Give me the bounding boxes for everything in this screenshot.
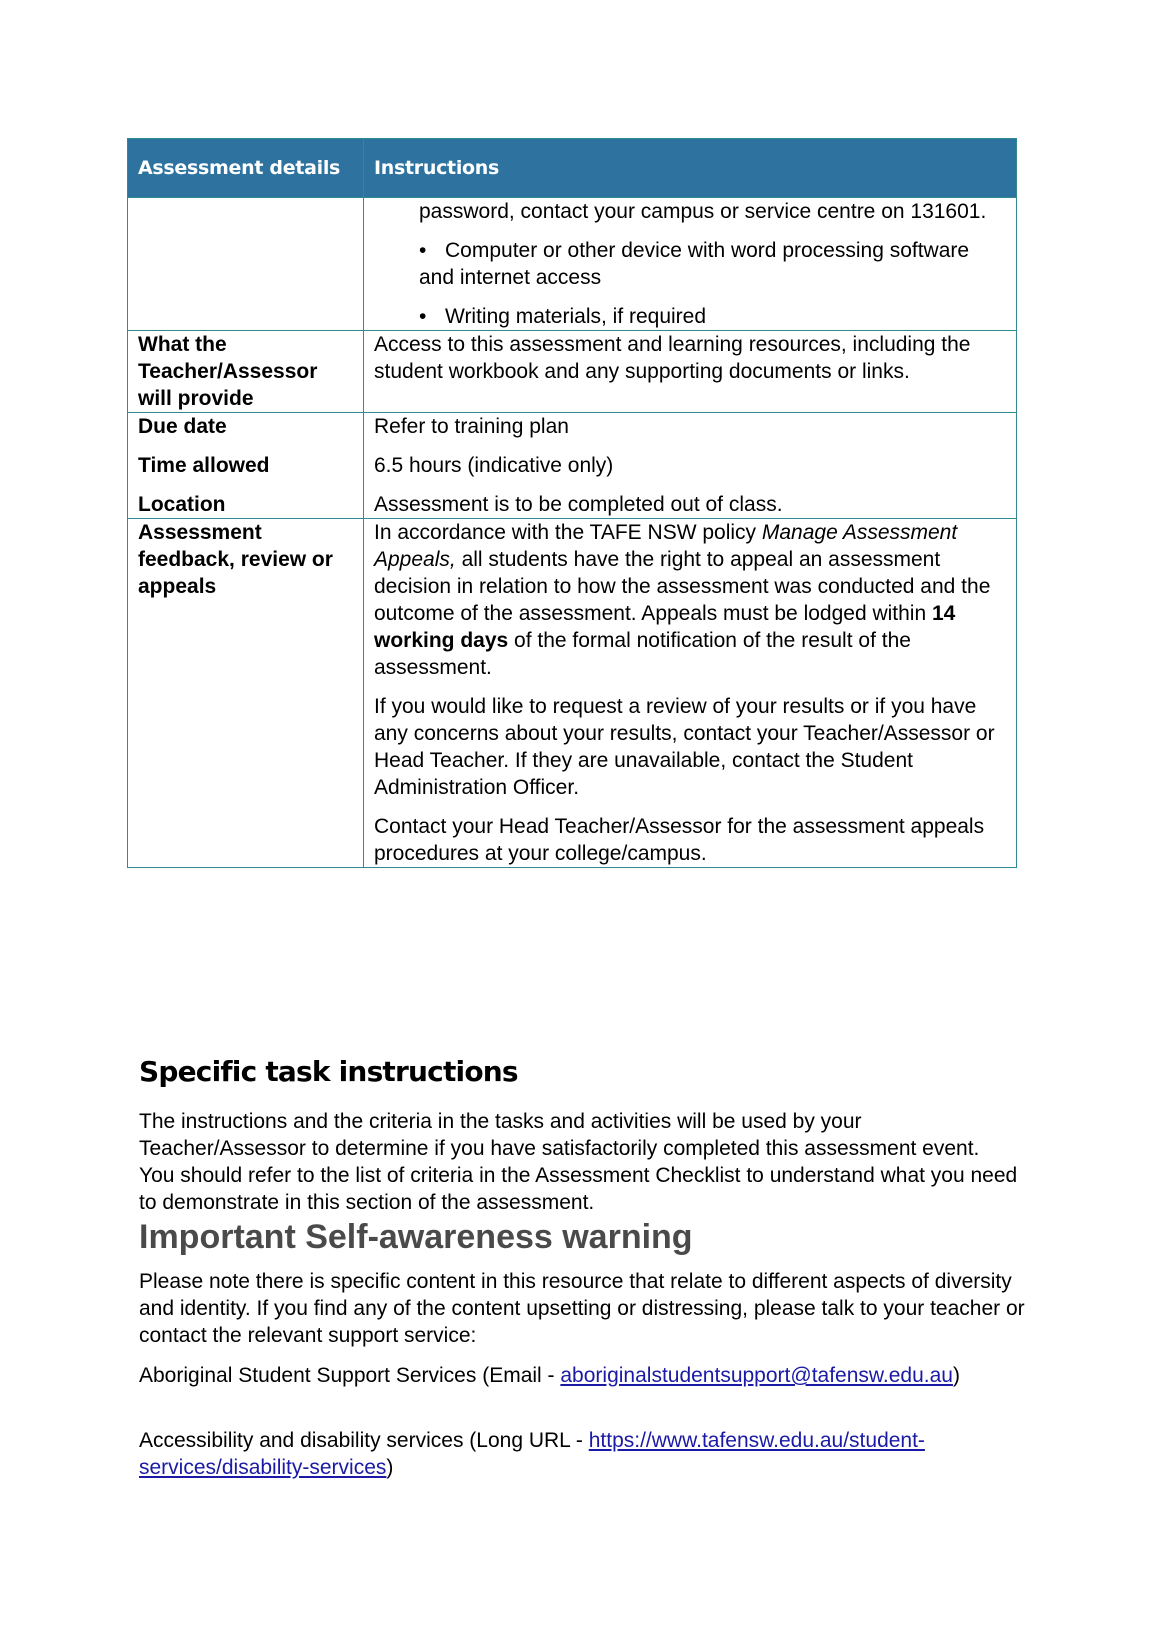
table-row-resources-continued — [128, 198, 1017, 331]
bullet-text: Writing materials, if required — [445, 305, 707, 328]
text-segment: ) — [952, 1364, 960, 1387]
text-segment: of the formal notification of the result of the assessment. — [374, 629, 911, 679]
text-segment: In accordance with the TAFE NSW policy — [374, 521, 762, 544]
row-body-resources — [364, 198, 1017, 331]
appeals-policy-paragraph — [374, 519, 1006, 681]
value-location: Assessment is to be completed out of class. — [374, 493, 783, 516]
row-labels-due-time-location — [128, 413, 364, 519]
row-body-feedback-appeals — [364, 519, 1017, 868]
review-request-paragraph: If you would like to request a review of your results or if you have any concerns about your results, contact your Teacher/Assessor or Head Teacher. If they are unavailable, contact the Student Administration Officer. — [374, 695, 995, 799]
value-time-allowed: 6.5 hours (indicative only) — [374, 454, 614, 477]
aboriginal-support-line — [139, 1362, 1019, 1389]
table-row-teacher-provides — [128, 331, 1017, 413]
table-header-row — [128, 139, 1017, 198]
table-row-feedback-appeals — [128, 519, 1017, 868]
self-awareness-warning-heading: Important Self-awareness warning — [139, 1218, 693, 1256]
self-awareness-warning-body: Please note there is specific content in this resource that relate to different aspects of diversity and identity. If you find any of the content upsetting or distressing, please talk to your teacher or contact the relevant support service: — [139, 1270, 1025, 1347]
label-due-date: Due date — [138, 415, 227, 438]
table-row-due-time-location — [128, 413, 1017, 519]
text-segment: Accessibility and disability services (Long URL - — [139, 1429, 589, 1452]
column-header-assessment-details: Assessment details — [128, 139, 364, 198]
text-segment: ) — [386, 1456, 394, 1479]
aboriginal-support-email-link[interactable]: aboriginalstudentsupport@tafensw.edu.au — [560, 1364, 953, 1387]
label-location: Location — [138, 493, 226, 516]
text-segment: Aboriginal Student Support Services (Email - — [139, 1364, 561, 1387]
continued-text: password, contact your campus or service centre on 131601. — [419, 200, 987, 223]
policy-name: Manage Assessment Appeals, — [374, 521, 958, 571]
label-time-allowed: Time allowed — [138, 454, 270, 477]
row-label-empty — [128, 198, 364, 331]
row-label-feedback-appeals: Assessment feedback, review or appeals — [128, 519, 364, 868]
specific-task-instructions-heading: Specific task instructions — [139, 1055, 518, 1088]
specific-task-instructions-body: The instructions and the criteria in the tasks and activities will be used by your Teacher/Assessor to determine if you have satisfactorily completed this assessment event. You should refer to the list of criteria in the Assessment Checklist to understand what you need to demonstrate in this section of the assessment. — [139, 1110, 1018, 1214]
row-label-teacher-provides: What the Teacher/Assessor will provide — [128, 331, 364, 413]
text-segment: all students have the right to appeal an assessment decision in relation to how the assessment was conducted and the outcome of the assessment. Appeals must be lodged within — [374, 548, 991, 625]
row-body-teacher-provides: Access to this assessment and learning resources, including the student workbook and any supporting documents or links. — [364, 331, 1017, 413]
accessibility-services-line — [139, 1427, 1029, 1481]
bullet-item-computer — [419, 237, 1006, 291]
bullet-text: Computer or other device with word processing software and internet access — [419, 239, 970, 289]
bullet-item-writing-materials — [419, 303, 1006, 330]
row-values-due-time-location — [364, 413, 1017, 519]
column-header-instructions: Instructions — [364, 139, 1017, 198]
appeal-deadline: 14 working days — [374, 602, 956, 652]
disability-services-url-link[interactable]: https://www.tafensw.edu.au/student-services/disability-services — [139, 1429, 925, 1479]
assessment-details-table — [127, 138, 1017, 868]
value-due-date: Refer to training plan — [374, 415, 569, 438]
appeals-procedure-paragraph: Contact your Head Teacher/Assessor for the assessment appeals procedures at your college/campus. — [374, 815, 985, 865]
